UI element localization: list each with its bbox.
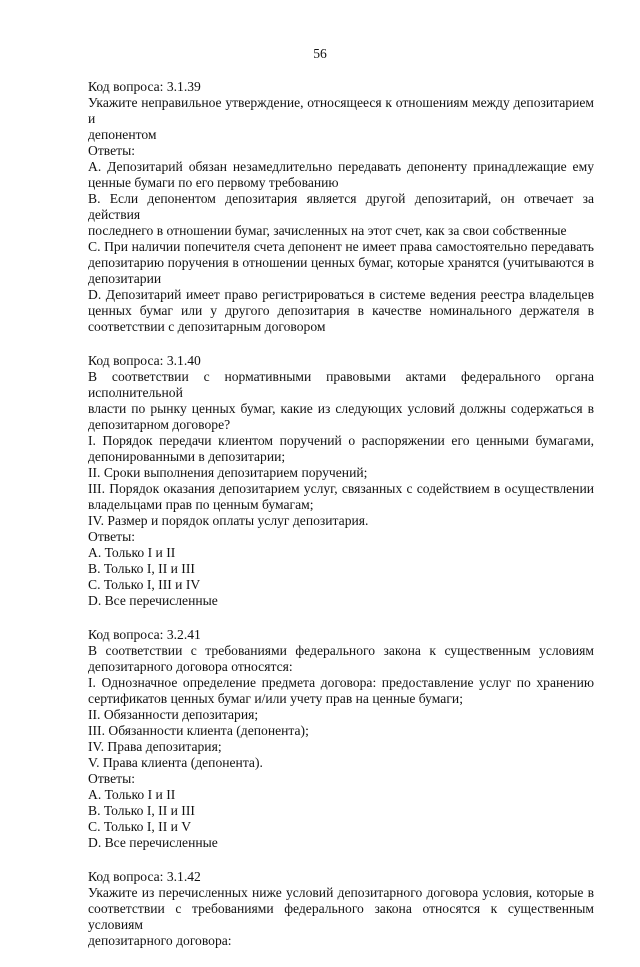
question-text-line: сертификатов ценных бумаг и/или учету прав на ценные бумаги; <box>88 691 463 706</box>
question-block <box>88 79 594 335</box>
question-text-line: III. Порядок оказания депозитарием услуг, связанных с содействием в осуществлении <box>88 481 594 496</box>
answer-option-line: В. Только I, II и III <box>88 561 195 576</box>
question-text-line: IV. Права депозитария; <box>88 739 222 754</box>
question-text-line: II. Обязанности депозитария; <box>88 707 259 722</box>
answer-option-line: А. Депозитарий обязан незамедлительно передавать депоненту принадлежащие ему <box>88 159 594 174</box>
question-text-line: Укажите из перечисленных ниже условий депозитарного договора условия, которые в <box>88 885 594 900</box>
answer-option-line: депозитарии <box>88 271 162 286</box>
question-text-line: II. Сроки выполнения депозитарием поручений; <box>88 465 368 480</box>
question-text-line: соответствии с требованиями федерального закона относятся к существенным условиям <box>88 901 594 932</box>
question-text-line: депозитарном договоре? <box>88 417 231 432</box>
question-code: Код вопроса: 3.1.42 <box>88 869 201 884</box>
question-block <box>88 353 594 609</box>
answer-option-line: соответствии с депозитарным договором <box>88 319 326 334</box>
question-text-line: депонентом <box>88 127 157 142</box>
answer-option-line: ценных бумаг или у другого депозитария в качестве номинального держателя в <box>88 303 594 318</box>
question-text-line: IV. Размер и порядок оплаты услуг депозитария. <box>88 513 369 528</box>
answer-option-line: D. Все перечисленные <box>88 593 218 608</box>
question-text-line: I. Порядок передачи клиентом поручений о распоряжении его ценными бумагами, <box>88 433 594 448</box>
question-text-line: В соответствии с нормативными правовыми актами федерального органа исполнительной <box>88 369 594 400</box>
answer-option-line: ценные бумаги по его первому требованию <box>88 175 339 190</box>
answer-option-line: С. Только I, II и V <box>88 819 192 834</box>
answer-option-line: С. Только I, III и IV <box>88 577 201 592</box>
answer-option-line: D. Все перечисленные <box>88 835 218 850</box>
answer-option-line: А. Только I и II <box>88 545 176 560</box>
answer-option-line: последнего в отношении бумаг, зачисленных на этот счет, как за свои собственные <box>88 223 567 238</box>
question-text-line: депонированными в депозитарии; <box>88 449 286 464</box>
question-text-line: В соответствии с требованиями федерального закона к существенным условиям <box>88 643 594 658</box>
question-block <box>88 627 594 851</box>
answers-label: Ответы: <box>88 143 135 158</box>
question-code: Код вопроса: 3.1.40 <box>88 353 201 368</box>
answer-option-line: D. Депозитарий имеет право регистрироваться в системе ведения реестра владельцев <box>88 287 594 302</box>
question-text-line: владельцами прав по ценным бумагам; <box>88 497 314 512</box>
question-text-line: Укажите неправильное утверждение, относящееся к отношениям между депозитарием и <box>88 95 594 126</box>
page-content <box>88 79 594 967</box>
question-text-line: депозитарного договора: <box>88 933 232 948</box>
question-text-line: депозитарного договора относятся: <box>88 659 293 674</box>
answer-option-line: В. Если депонентом депозитария является другой депозитарий, он отвечает за действия <box>88 191 594 222</box>
answers-label: Ответы: <box>88 771 135 786</box>
answer-option-line: С. При наличии попечителя счета депонент не имеет права самостоятельно передавать <box>88 239 594 254</box>
answer-option-line: В. Только I, II и III <box>88 803 195 818</box>
answers-label: Ответы: <box>88 529 135 544</box>
question-text-line: власти по рынку ценных бумаг, какие из следующих условий должны содержаться в <box>88 401 594 416</box>
question-code: Код вопроса: 3.2.41 <box>88 627 201 642</box>
page-number: 56 <box>313 46 327 61</box>
question-block <box>88 869 594 949</box>
question-text-line: III. Обязанности клиента (депонента); <box>88 723 309 738</box>
question-text-line: V. Права клиента (депонента). <box>88 755 263 770</box>
answer-option-line: депозитарию поручения в отношении ценных бумаг, которые хранятся (учитываются в <box>88 255 594 270</box>
question-code: Код вопроса: 3.1.39 <box>88 79 201 94</box>
answer-option-line: А. Только I и II <box>88 787 176 802</box>
question-text-line: I. Однозначное определение предмета договора: предоставление услуг по хранению <box>88 675 594 690</box>
